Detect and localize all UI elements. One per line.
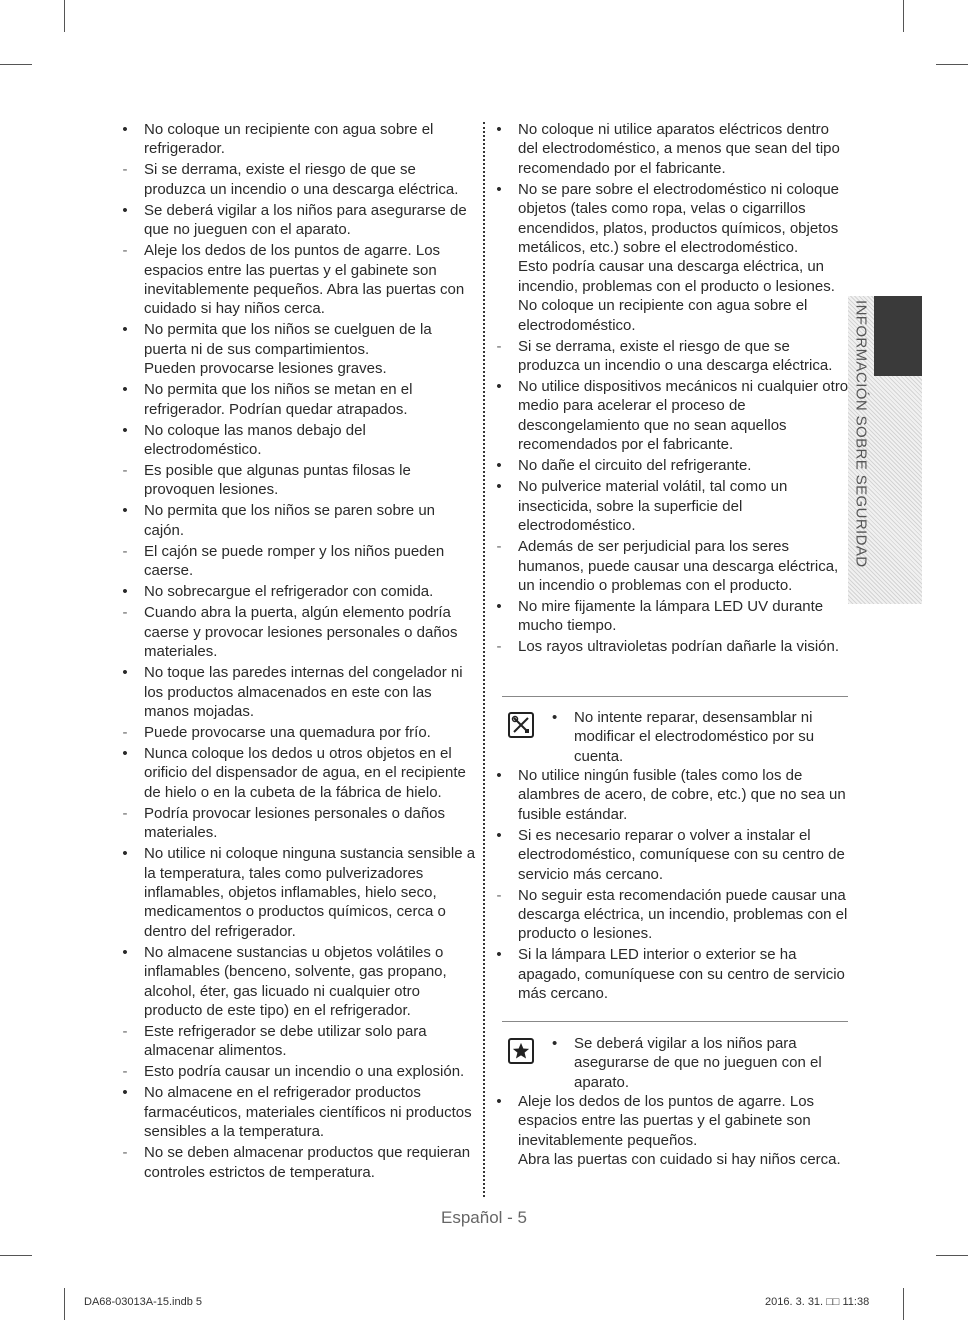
dash-item [118, 1143, 478, 1182]
bullet-marker: • [496, 826, 502, 844]
item-text: No almacene en el refrigerador productos farmacéuticos, materiales científicos ni productos sensibles a la temperatura. [144, 1084, 472, 1141]
dash-item [118, 804, 478, 843]
item-text: No pulverice material volátil, tal como un insecticida, sobre la superficie del electrodoméstico. [518, 478, 788, 535]
item-text: No almacene sustancias u objetos volátiles o inflamables (benceno, solvente, gas propano, alcohol, éter, gas licuado ni cualquier otro producto de este tipo) en el refrigerador. [144, 943, 447, 1019]
item-text: Se deberá vigilar a los niños para asegurarse de que no jueguen con el aparato. [144, 201, 467, 239]
bullet-item [118, 744, 478, 802]
dash-marker: - [122, 462, 128, 480]
wrench-screwdriver-icon [508, 712, 534, 738]
crop-mark [64, 0, 65, 32]
dash-marker: - [496, 886, 502, 904]
item-text: No utilice ni coloque ninguna sustancia sensible a la temperatura, tales como pulverizadores inflamables, objetos inflamables, hielo seco, medicamentos o productos químicos, cerca o dentro del refrigerador. [144, 845, 476, 940]
item-text: Este refrigerador se debe utilizar solo para almacenar alimentos. [144, 1022, 427, 1060]
bullet-marker: • [122, 421, 128, 439]
section-rule [502, 1021, 848, 1022]
dash-item [492, 537, 852, 595]
tools-lead-item [552, 708, 852, 766]
crop-mark [0, 1255, 32, 1256]
item-text: No coloque un recipiente con agua sobre el refrigerador. [144, 121, 434, 158]
dash-marker: - [496, 638, 502, 656]
bullet-marker: • [496, 180, 502, 198]
bullet-marker: • [122, 502, 128, 520]
bullet-item [118, 844, 478, 941]
dash-marker: - [122, 161, 128, 179]
bullet-marker: • [122, 943, 128, 961]
bullet-marker: • [496, 767, 502, 784]
item-text: Esto podría causar un incendio o una explosión. [144, 1063, 465, 1081]
bullet-marker: • [496, 378, 502, 396]
bullet-marker: • [496, 121, 502, 138]
dash-marker: - [122, 604, 128, 622]
dash-marker: - [122, 804, 128, 822]
note-lead-text: Se deberá vigilar a los niños para asegurarse de que no jueguen con el aparato. [574, 1035, 822, 1091]
dash-item [118, 723, 478, 742]
bullet-item [492, 597, 852, 636]
item-text: Puede provocarse una quemadura por frío. [144, 723, 431, 741]
dash-item [492, 637, 852, 656]
page-number: Español - 5 [441, 1208, 527, 1227]
item-text: No mire fijamente la lámpara LED UV durante mucho tiempo. [518, 597, 824, 635]
item-text: El cajón se puede romper y los niños pueden caerse. [144, 542, 445, 580]
item-text: Los rayos ultravioletas podrían dañarle la visión. [518, 638, 840, 656]
item-text: No dañe el circuito del refrigerante. [518, 457, 752, 475]
bullet-item [118, 421, 478, 460]
note-items [492, 1092, 852, 1171]
bullet-marker: • [122, 744, 128, 762]
note-lead-item [552, 1034, 852, 1092]
item-text: Si se derrama, existe el riesgo de que se produzca un incendio o una descarga eléctrica. [144, 161, 459, 198]
bullet-marker: • [496, 597, 502, 615]
bullet-marker: • [552, 1035, 558, 1052]
dash-marker: - [122, 542, 128, 560]
bullet-item [492, 377, 852, 455]
item-text: Si es necesario reparar o volver a instalar el electrodoméstico, comuníquese con su centro de servicio más cercano. [518, 826, 845, 883]
bullet-marker: • [122, 321, 128, 339]
star-note-icon [508, 1038, 534, 1064]
item-text: No toque las paredes internas del congelador ni los productos almacenados en este con las manos mojadas. [144, 664, 463, 720]
bullet-item [492, 766, 852, 824]
dash-item [118, 1062, 478, 1081]
dash-marker: - [122, 1144, 128, 1162]
bullet-item [118, 380, 478, 419]
crop-mark [903, 0, 904, 32]
bullet-item [492, 456, 852, 475]
item-text: No seguir esta recomendación puede causar una descarga eléctrica, un incendio, problemas con el producto o lesiones. [518, 886, 848, 943]
item-text: Es posible que algunas puntas filosas le provoquen lesiones. [144, 462, 411, 499]
bullet-item [118, 501, 478, 540]
bullet-marker: • [122, 845, 128, 863]
bullet-marker: • [122, 121, 128, 138]
column-divider [483, 122, 485, 1197]
left-column [118, 120, 478, 1184]
bullet-marker: • [122, 664, 128, 682]
dash-marker: - [122, 1022, 128, 1040]
dash-marker: - [496, 538, 502, 556]
side-tab-label: INFORMACIÓN SOBRE SEGURIDAD [852, 300, 870, 568]
dash-item [492, 337, 852, 376]
bullet-item [492, 826, 852, 884]
item-text: Además de ser perjudicial para los seres humanos, puede causar una descarga eléctrica, un incendio o problemas con el producto. [518, 538, 839, 594]
bullet-item [118, 201, 478, 240]
bullet-marker: • [496, 1093, 502, 1110]
bullet-item [492, 180, 852, 335]
item-text: Cuando abra la puerta, algún elemento podría caerse y provocar lesiones personales o daños materiales. [144, 604, 458, 661]
bullet-marker: • [496, 946, 502, 964]
side-tab-marker [874, 296, 922, 376]
dash-marker: - [122, 242, 128, 260]
crop-mark [936, 1255, 968, 1256]
bullet-item [118, 663, 478, 721]
bullet-item [492, 1092, 852, 1170]
bullet-marker: • [122, 1084, 128, 1102]
item-text: No coloque ni utilice aparatos eléctricos dentro del electrodoméstico, a menos que sean del tipo recomendado por el fabricante. [518, 121, 840, 177]
item-text: No utilice ningún fusible (tales como los de alambres de acero, de cobre, etc.) que no sea un fusible estándar. [518, 767, 846, 823]
bullet-item [118, 582, 478, 601]
item-text: Aleje los dedos de los puntos de agarre. Los espacios entre las puertas y el gabinete son inevitablemente pequeños. Abra las puertas con cuidado si hay niños cerca. [144, 242, 465, 318]
tools-lead-text: No intente reparar, desensamblar ni modificar el electrodoméstico por su cuenta. [574, 709, 815, 765]
item-text: Aleje los dedos de los puntos de agarre. Los espacios entre las puertas y el gabinete son inevitablemente pequeños. Abra las puertas con cuidado si hay niños cerca. [518, 1093, 841, 1169]
right-column [492, 120, 852, 658]
dash-item [118, 603, 478, 661]
item-text: No coloque las manos debajo del electrodoméstico. [144, 421, 366, 459]
bullet-item [118, 120, 478, 159]
footer-file: DA68-03013A-15.indb 5 [84, 1296, 203, 1308]
dash-marker: - [122, 723, 128, 741]
crop-mark [936, 64, 968, 65]
dash-item [118, 542, 478, 581]
section-rule [502, 696, 848, 697]
item-text: No permita que los niños se paren sobre un cajón. [144, 502, 436, 539]
item-text: Podría provocar lesiones personales o daños materiales. [144, 804, 446, 842]
crop-mark [903, 1288, 904, 1320]
dash-marker: - [122, 1063, 128, 1081]
crop-mark [64, 1288, 65, 1320]
dash-item [492, 886, 852, 944]
footer-date: 2016. 3. 31. □□ 11:38 [765, 1296, 870, 1308]
bullet-item [492, 477, 852, 535]
item-text: No permita que los niños se cuelguen de la puerta ni de sus compartimientos. Pueden provocarse lesiones graves. [144, 321, 432, 378]
item-text: No utilice dispositivos mecánicos ni cualquier otro medio para acelerar el proceso de descongelamiento que no sean aquellos recomendados por el fabricante. [518, 378, 849, 454]
item-text: No permita que los niños se metan en el refrigerador. Podrían quedar atrapados. [144, 381, 413, 418]
dash-item [118, 1022, 478, 1061]
bullet-marker: • [496, 478, 502, 496]
bullet-marker: • [552, 709, 558, 726]
bullet-marker: • [496, 457, 502, 475]
dash-item [118, 160, 478, 199]
bullet-item [118, 320, 478, 378]
item-text: Nunca coloque los dedos u otros objetos en el orificio del dispensador de agua, en el recipiente de hielo o en la cubeta de la fábrica de hielo. [144, 744, 466, 801]
item-text: No sobrecargue el refrigerador con comida. [144, 583, 434, 601]
dash-item [118, 461, 478, 500]
item-text: Si se derrama, existe el riesgo de que se produzca un incendio o una descarga eléctrica. [518, 337, 833, 375]
dash-marker: - [496, 337, 502, 355]
item-text: No se deben almacenar productos que requieran controles estrictos de temperatura. [144, 1144, 471, 1181]
bullet-marker: • [122, 201, 128, 219]
bullet-item [118, 1083, 478, 1141]
bullet-marker: • [122, 381, 128, 399]
bullet-item [118, 943, 478, 1021]
item-text: Si la lámpara LED interior o exterior se ha apagado, comuníquese con su centro de servicio más cercano. [518, 946, 845, 1003]
item-text: No se pare sobre el electrodoméstico ni coloque objetos (tales como ropa, velas o cigarrillos encendidos, platos, productos químicos, objetos metálicos, etc.) sobre el electrodoméstico. Esto podría causar una descarga eléctrica, un incendio, problemas con el producto o lesiones. No coloque un recipiente con agua sobre el electrodoméstico. [518, 180, 840, 334]
crop-mark [0, 64, 32, 65]
bullet-item [492, 945, 852, 1003]
dash-item [118, 241, 478, 319]
bullet-marker: • [122, 583, 128, 601]
tools-items [492, 766, 852, 1005]
bullet-item [492, 120, 852, 178]
